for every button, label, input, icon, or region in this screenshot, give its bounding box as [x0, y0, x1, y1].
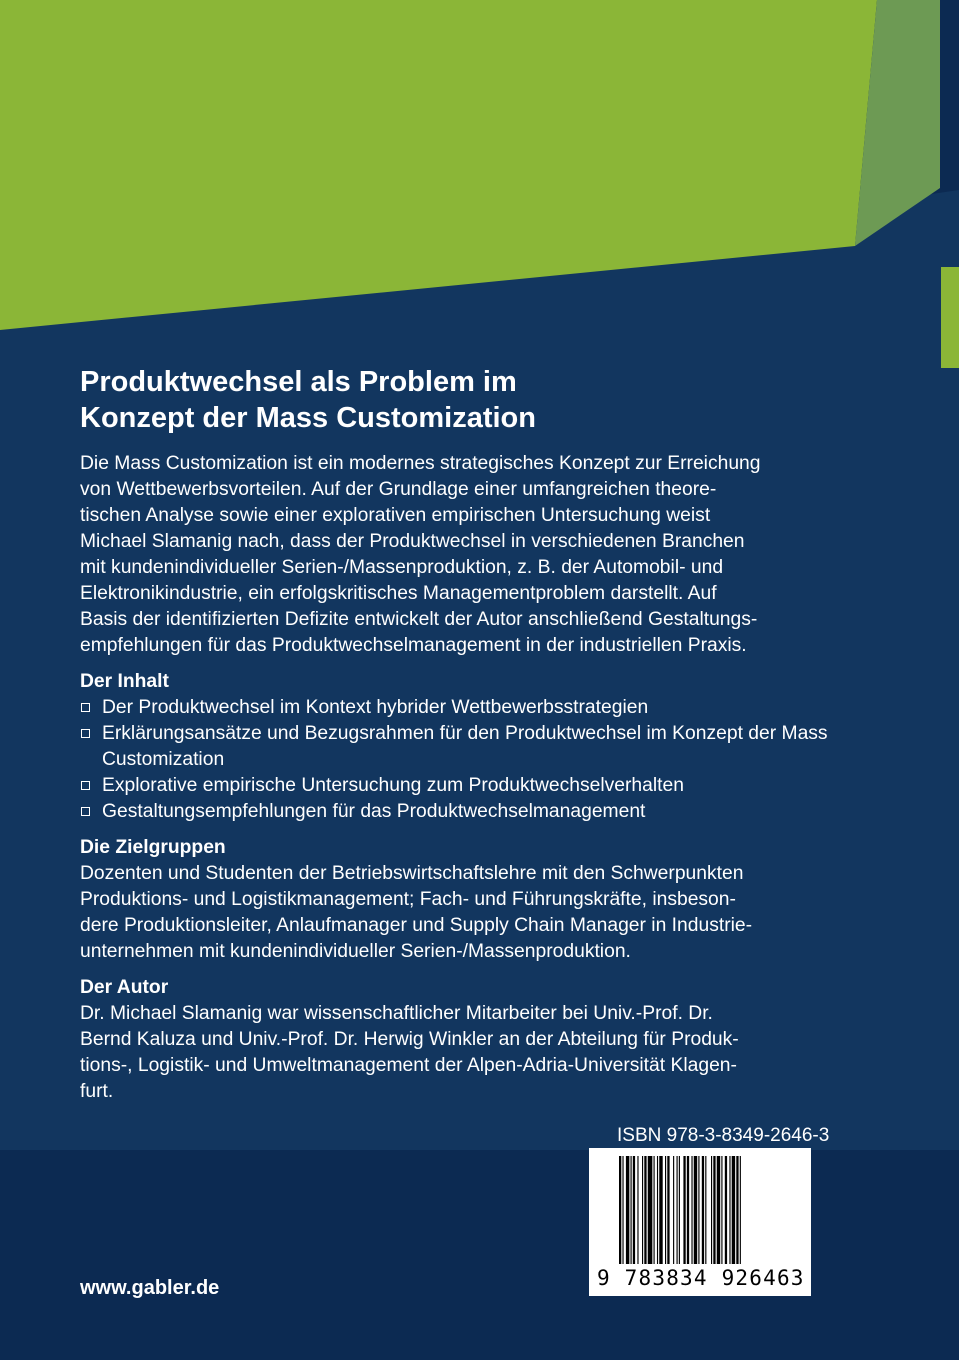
barcode-bar	[691, 1156, 692, 1264]
intro-line: tischen Analyse sowie einer explorativen empirischen Untersuchung weist	[80, 505, 711, 526]
square-bullet-icon	[81, 807, 90, 816]
title-line-2: Konzept der Mass Customization	[80, 402, 536, 434]
intro-line: Elektronikindustrie, ein erfolgskritisches Managementproblem darstellt. Auf	[80, 583, 717, 604]
barcode-bar	[736, 1156, 738, 1264]
barcode-bar	[648, 1156, 653, 1264]
intro-line: Basis der identifizierten Defizite entwickelt der Autor anschließend Gestaltungs-	[80, 609, 758, 630]
barcode-bar	[633, 1156, 635, 1264]
barcode-bar	[694, 1156, 697, 1264]
autor-line: Dr. Michael Slamanig war wissenschaftlicher Mitarbeiter bei Univ.-Prof. Dr.	[80, 1003, 713, 1024]
intro-line: Die Mass Customization ist ein modernes strategisches Konzept zur Erreichung	[80, 453, 761, 474]
autor-line: furt.	[80, 1081, 114, 1102]
barcode-bar	[698, 1156, 699, 1264]
barcode-bar	[683, 1156, 685, 1264]
intro-line: von Wettbewerbsvorteilen. Auf der Grundlage einer umfangreichen theore-	[80, 479, 717, 500]
zielgruppen-line: Dozenten und Studenten der Betriebswirtschaftslehre mit den Schwerpunkten	[80, 863, 744, 884]
intro-line: empfehlungen für das Produktwechselmanagement in der industriellen Praxis.	[80, 635, 747, 656]
zielgruppen-heading: Die Zielgruppen	[80, 837, 226, 858]
barcode-bar	[702, 1156, 704, 1264]
barcode	[589, 1148, 811, 1296]
barcode-bar	[705, 1156, 706, 1264]
barcode-bar	[717, 1156, 720, 1264]
barcode-bar	[644, 1156, 646, 1264]
barcode-bar	[687, 1156, 689, 1264]
barcode-bar	[657, 1156, 658, 1264]
autor-paragraph	[80, 1001, 860, 1105]
list-item-text: Der Produktwechsel im Kontext hybrider Wettbewerbsstrategien	[102, 697, 649, 718]
intro-line: Michael Slamanig nach, dass der Produktwechsel in verschiedenen Branchen	[80, 531, 745, 552]
green-edge-tab	[941, 267, 959, 368]
inhalt-heading: Der Inhalt	[80, 671, 169, 692]
list-item	[80, 773, 860, 799]
zielgruppen-line: Produktions- und Logistikmanagement; Fach- und Führungskräfte, insbeson-	[80, 889, 736, 910]
square-bullet-icon	[81, 703, 90, 712]
barcode-bar	[713, 1156, 715, 1264]
book-title	[80, 364, 536, 436]
zielgruppen-line: unternehmen mit kundenindividueller Serien-/Massenproduktion.	[80, 941, 631, 962]
barcode-bar	[667, 1156, 669, 1264]
barcode-bar	[677, 1156, 678, 1264]
barcode-bar	[665, 1156, 666, 1264]
barcode-bar	[729, 1156, 730, 1264]
list-item	[80, 799, 860, 825]
list-item-text: Gestaltungsempfehlungen für das Produktwechselmanagement	[102, 801, 646, 822]
barcode-bar	[637, 1156, 638, 1264]
inhalt-list	[80, 695, 860, 825]
barcode-bar	[725, 1156, 727, 1264]
blurb	[80, 451, 860, 1115]
zielgruppen-paragraph	[80, 861, 860, 965]
barcode-bar	[631, 1156, 632, 1264]
barcode-bar	[619, 1156, 621, 1264]
list-item-text: Explorative empirische Untersuchung zum Produktwechselverhalten	[102, 775, 684, 796]
intro-line: mit kundenindividueller Serien-/Massenproduktion, z. B. der Automobil- und	[80, 557, 724, 578]
barcode-bar	[659, 1156, 662, 1264]
barcode-bar	[711, 1156, 712, 1264]
intro-paragraph	[80, 451, 860, 659]
barcode-bar	[721, 1156, 722, 1264]
barcode-bar	[740, 1156, 741, 1264]
barcode-bar	[642, 1156, 643, 1264]
autor-heading: Der Autor	[80, 977, 169, 998]
square-bullet-icon	[81, 729, 90, 738]
zielgruppen-line: dere Produktionsleiter, Anlaufmanager und Supply Chain Manager in Industrie-	[80, 915, 753, 936]
publisher-website: www.gabler.de	[80, 1277, 220, 1299]
barcode-digits: 9 783834 926463	[597, 1266, 805, 1290]
barcode-bars	[619, 1156, 781, 1264]
square-bullet-icon	[81, 781, 90, 790]
autor-line: Bernd Kaluza und Univ.-Prof. Dr. Herwig Winkler an der Abteilung für Produk-	[80, 1029, 739, 1050]
title-line-1: Produktwechsel als Problem im	[80, 366, 517, 398]
isbn-label: ISBN 978-3-8349-2646-3	[617, 1125, 830, 1146]
barcode-bar	[732, 1156, 735, 1264]
list-item	[80, 695, 860, 721]
barcode-bar	[626, 1156, 629, 1264]
barcode-bar	[673, 1156, 674, 1264]
autor-line: tions-, Logistik- und Umweltmanagement der Alpen-Adria-Universität Klagen-	[80, 1055, 737, 1076]
barcode-bar	[654, 1156, 655, 1264]
list-item	[80, 721, 860, 773]
barcode-bar	[622, 1156, 623, 1264]
barcode-bar	[679, 1156, 680, 1264]
list-item-text: Erklärungsansätze und Bezugsrahmen für den Produktwechsel im Konzept der Mass Customization	[102, 723, 828, 770]
